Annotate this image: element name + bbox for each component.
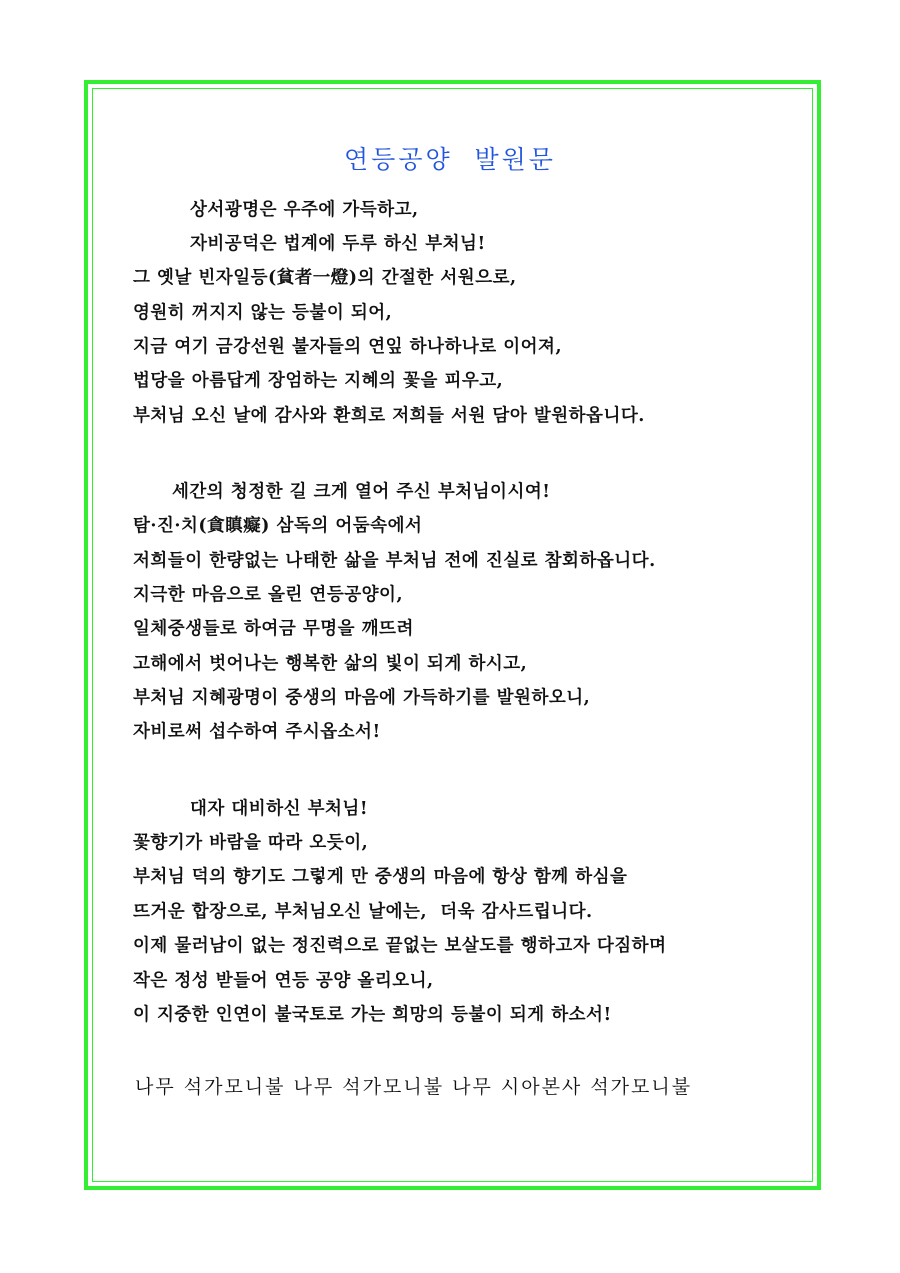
paragraph1-line3: 그 옛날 빈자일등(貧者一燈)의 간절한 서원으로, — [133, 268, 517, 288]
paragraph3-line7: 이 지중한 인연이 불국토로 가는 희망의 등불이 되게 하소서! — [133, 1005, 612, 1025]
paragraph2-line1: 세간의 청정한 길 크게 열어 주신 부처님이시여! — [172, 482, 551, 502]
paragraph3-line4: 뜨거운 합장으로, 부처님오신 날에는, 더욱 감사드립니다. — [133, 902, 593, 922]
paragraph1-line5: 지금 여기 금강선원 불자들의 연잎 하나하나로 이어져, — [133, 337, 563, 357]
paragraph2-line6: 고해에서 벗어나는 행복한 삶의 빛이 되게 하시고, — [133, 654, 528, 674]
paragraph1-line1: 상서광명은 우주에 가득하고, — [190, 200, 419, 220]
paragraph1-line7: 부처님 오신 날에 감사와 환희로 저희들 서원 담아 발원하옵니다. — [133, 406, 645, 426]
paragraph2-line4: 지극한 마음으로 올린 연등공양이, — [133, 585, 404, 605]
paragraph2-line3: 저희들이 한량없는 나태한 삶을 부처님 전에 진실로 참회하옵니다. — [133, 551, 656, 571]
paragraph2-line5: 일체중생들로 하여금 무명을 깨뜨려 — [133, 619, 414, 639]
paragraph3-line3: 부처님 덕의 향기도 그렇게 만 중생의 마음에 항상 함께 하심을 — [133, 867, 628, 887]
paragraph3-line5: 이제 물러남이 없는 정진력으로 끝없는 보살도를 행하고자 다짐하며 — [133, 936, 667, 956]
paragraph1-line6: 법당을 아름답게 장엄하는 지혜의 꽃을 피우고, — [133, 371, 504, 391]
paragraph2-line8: 자비로써 섭수하여 주시옵소서! — [133, 722, 381, 742]
paragraph1-line4: 영원히 꺼지지 않는 등불이 되어, — [133, 303, 393, 323]
paragraph2-line7: 부처님 지혜광명이 중생의 마음에 가득하기를 발원하오니, — [133, 688, 591, 708]
paragraph3-line2: 꽃향기가 바람을 따라 오듯이, — [133, 833, 369, 853]
paragraph2-line2: 탐·진·치(貪瞋癡) 삼독의 어둠속에서 — [133, 516, 423, 536]
closing-chant: 나무 석가모니불 나무 석가모니불 나무 시아본사 석가모니불 — [135, 1076, 693, 1098]
paragraph3-line6: 작은 정성 받들어 연등 공양 올리오니, — [133, 971, 434, 991]
document-title: 연등공양 발원문 — [344, 145, 556, 174]
paragraph1-line2: 자비공덕은 법계에 두루 하신 부처님! — [190, 234, 486, 254]
paragraph3-line1: 대자 대비하신 부처님! — [190, 799, 369, 819]
